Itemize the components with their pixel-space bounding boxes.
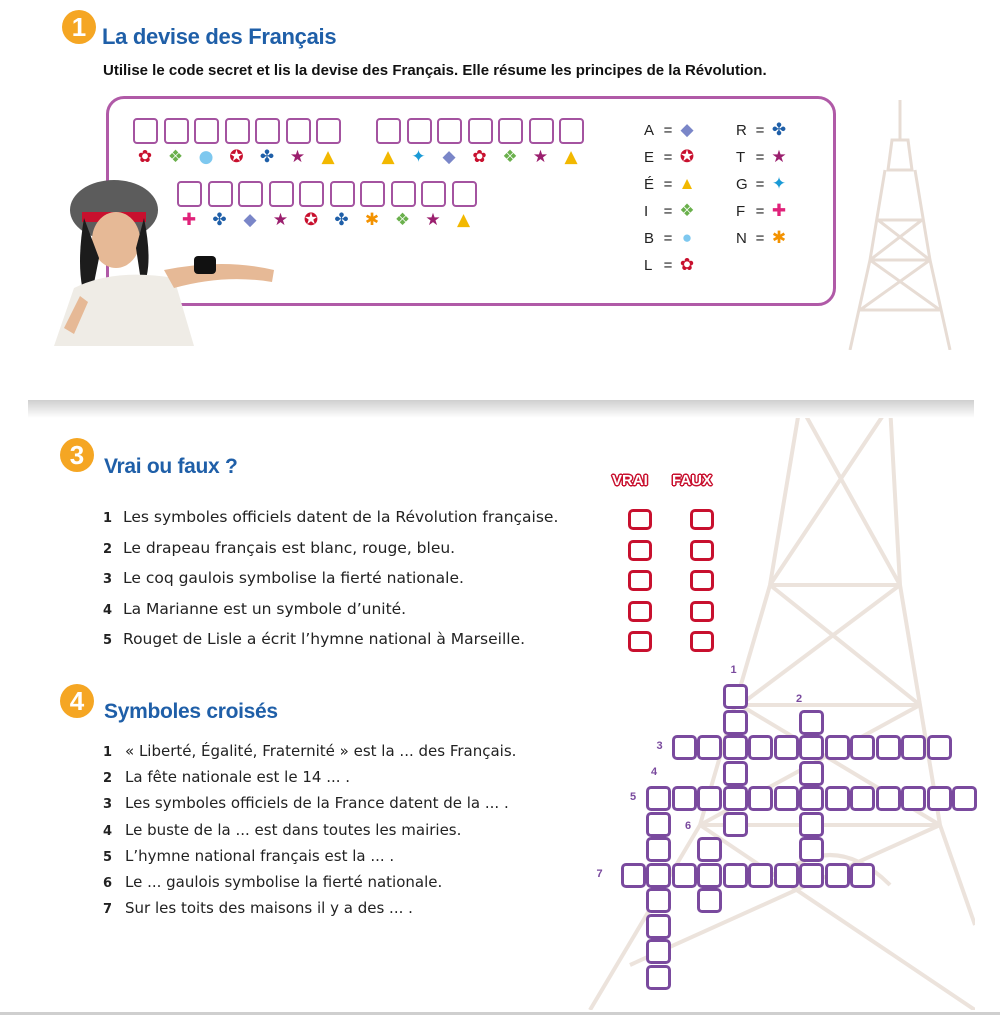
crossword-cell[interactable] xyxy=(774,786,799,811)
vrai-checkbox[interactable] xyxy=(628,631,652,652)
letter-box[interactable] xyxy=(255,118,280,144)
bottom-border xyxy=(0,1012,1000,1015)
key-row xyxy=(736,173,790,195)
crossword-cell[interactable] xyxy=(799,786,824,811)
section-title-vrai-faux: Vrai ou faux ? xyxy=(104,455,238,478)
clue-number: 6 xyxy=(103,876,113,891)
code-symbol: ✤ xyxy=(212,210,227,230)
crossword-clue xyxy=(103,794,509,812)
letter-box[interactable] xyxy=(225,118,250,144)
letter-box[interactable] xyxy=(498,118,523,144)
letter-box[interactable] xyxy=(559,118,584,144)
key-row xyxy=(644,146,698,168)
key-letter: G xyxy=(736,176,748,193)
statement xyxy=(103,539,455,557)
crossword-number: 6 xyxy=(685,819,692,832)
letter-box[interactable] xyxy=(194,118,219,144)
code-symbol: ✪ xyxy=(229,147,244,167)
clue-number: 7 xyxy=(103,902,113,918)
crossword-clue xyxy=(103,847,394,865)
crossword-cell[interactable] xyxy=(723,761,748,786)
crossword-number: 3 xyxy=(656,740,663,752)
crossword-cell[interactable] xyxy=(697,735,722,760)
section-number-badge-4: 4 xyxy=(60,684,94,718)
crossword-cell[interactable] xyxy=(901,735,926,760)
crossword-cell[interactable] xyxy=(799,812,824,837)
key-symbol: ✿ xyxy=(679,255,695,274)
code-symbol: ✱ xyxy=(364,210,380,230)
key-row xyxy=(644,119,698,141)
clue-number: 5 xyxy=(103,849,113,865)
crossword-cell[interactable] xyxy=(646,914,671,939)
code-symbol: ✚ xyxy=(181,210,197,230)
key-letter: R xyxy=(736,122,747,139)
statement-text: La Marianne est un symbole d’unité. xyxy=(123,599,407,618)
crossword-cell[interactable] xyxy=(799,710,824,735)
clue-number: 2 xyxy=(103,771,113,787)
crossword-clue xyxy=(103,899,413,917)
clue-text: Le buste de la ... est dans toutes les mairies. xyxy=(125,820,462,839)
crossword-cell[interactable] xyxy=(646,786,671,811)
key-symbol: ✪ xyxy=(679,147,695,166)
letter-box[interactable] xyxy=(437,118,462,144)
key-letter: B xyxy=(644,230,655,247)
clue-text: Le ... gaulois symbolise la fierté nationale. xyxy=(125,873,443,891)
eiffel-tower-sketch-top xyxy=(840,100,960,350)
crossword-cell[interactable] xyxy=(723,812,748,837)
crossword-cell[interactable] xyxy=(697,863,722,888)
crossword-cell[interactable] xyxy=(723,684,748,709)
crossword-cell[interactable] xyxy=(799,735,824,760)
key-letter: T xyxy=(736,149,746,166)
code-symbol: ★ xyxy=(272,210,289,230)
code-symbol: ★ xyxy=(425,210,441,230)
key-equals: = xyxy=(755,122,765,139)
faux-checkbox[interactable] xyxy=(690,509,714,530)
crossword-cell[interactable] xyxy=(621,863,646,888)
crossword-cell[interactable] xyxy=(825,863,850,888)
statement xyxy=(103,600,406,618)
faux-checkbox[interactable] xyxy=(690,631,714,652)
crossword-cell[interactable] xyxy=(748,863,773,888)
statement-number: 3 xyxy=(103,572,113,587)
crossword-cell[interactable] xyxy=(672,863,697,888)
code-symbol: ▲ xyxy=(456,210,471,230)
key-row xyxy=(736,146,790,168)
letter-box[interactable] xyxy=(529,118,554,144)
key-symbol: ❖ xyxy=(679,201,695,220)
letter-box[interactable] xyxy=(316,118,341,144)
vrai-checkbox[interactable] xyxy=(628,540,652,561)
key-symbol: ✚ xyxy=(771,201,787,220)
crossword-cell[interactable] xyxy=(646,812,671,837)
crossword-clue xyxy=(103,821,461,839)
code-symbol: ★ xyxy=(532,147,549,167)
code-symbol: ✿ xyxy=(472,147,487,167)
letter-box[interactable] xyxy=(299,181,324,207)
key-symbol: ● xyxy=(681,228,693,247)
section-divider xyxy=(28,400,974,418)
crossword-cell[interactable] xyxy=(723,786,748,811)
crossword-cell[interactable] xyxy=(672,735,697,760)
letter-box[interactable] xyxy=(286,118,311,144)
crossword-cell[interactable] xyxy=(646,837,671,862)
crossword-cell[interactable] xyxy=(825,786,850,811)
key-letter: É xyxy=(644,176,655,193)
clue-text: Sur les toits des maisons il y a des ... . xyxy=(125,899,413,918)
key-symbol: ✤ xyxy=(771,120,787,139)
letter-box[interactable] xyxy=(376,118,401,144)
letter-box[interactable] xyxy=(452,181,477,207)
crossword-cell[interactable] xyxy=(901,786,926,811)
faux-checkbox[interactable] xyxy=(690,601,714,622)
letter-box[interactable] xyxy=(421,181,446,207)
faux-checkbox[interactable] xyxy=(690,540,714,561)
letter-box[interactable] xyxy=(468,118,493,144)
statement-number: 2 xyxy=(103,541,113,557)
crossword-cell[interactable] xyxy=(799,761,824,786)
key-row xyxy=(644,173,698,195)
crossword-cell[interactable] xyxy=(876,786,901,811)
statement-number: 4 xyxy=(103,602,113,618)
letter-box[interactable] xyxy=(391,181,416,207)
crossword-cell[interactable] xyxy=(799,863,824,888)
faux-header: FAUX xyxy=(672,472,713,489)
key-symbol: ✦ xyxy=(771,174,787,193)
key-equals: = xyxy=(663,149,673,166)
crossword-cell[interactable] xyxy=(723,863,748,888)
code-symbol: ❖ xyxy=(167,147,184,167)
key-row xyxy=(736,200,790,222)
letter-box[interactable] xyxy=(164,118,189,144)
crossword-cell[interactable] xyxy=(927,735,952,760)
crossword-cell[interactable] xyxy=(850,863,875,888)
code-symbol: ● xyxy=(198,147,214,167)
statement-text: Le drapeau français est blanc, rouge, bleu. xyxy=(123,538,456,557)
vrai-checkbox[interactable] xyxy=(628,509,652,530)
code-symbol: ✦ xyxy=(411,147,426,167)
key-symbol: ★ xyxy=(771,147,787,166)
section-title-crossword: Symboles croisés xyxy=(104,700,278,723)
letter-box[interactable] xyxy=(330,181,355,207)
crossword-cell[interactable] xyxy=(850,786,875,811)
code-symbol: ◆ xyxy=(442,147,456,167)
code-symbol: ✿ xyxy=(137,147,153,167)
crossword-clue xyxy=(103,742,516,760)
eiffel-tower-sketch-bottom xyxy=(470,405,975,1010)
clue-number: 1 xyxy=(103,745,113,760)
clue-text: La fête nationale est le 14 ... . xyxy=(125,768,351,787)
vrai-checkbox[interactable] xyxy=(628,601,652,622)
section-number-badge: 1 xyxy=(62,10,96,44)
crossword-cell[interactable] xyxy=(748,786,773,811)
crossword-cell[interactable] xyxy=(697,888,722,913)
key-letter: F xyxy=(736,203,746,220)
key-symbol: ✱ xyxy=(771,228,787,247)
crossword-cell[interactable] xyxy=(646,939,671,964)
clue-text: « Liberté, Égalité, Fraternité » est la ... des Français. xyxy=(125,742,517,760)
crossword-cell[interactable] xyxy=(697,837,722,862)
code-symbol: ✤ xyxy=(259,147,275,167)
key-equals: = xyxy=(755,176,765,193)
clue-text: L’hymne national français est la ... . xyxy=(125,846,395,865)
faux-checkbox[interactable] xyxy=(690,570,714,591)
key-row xyxy=(644,200,698,222)
key-row xyxy=(736,119,790,141)
statement-text: Le coq gaulois symbolise la fierté nationale. xyxy=(123,569,464,587)
key-letter: I xyxy=(644,203,649,220)
code-symbol: ◆ xyxy=(243,210,257,230)
crossword-cell[interactable] xyxy=(774,735,799,760)
letter-box[interactable] xyxy=(407,118,432,144)
key-letter: N xyxy=(736,230,747,247)
key-equals: = xyxy=(663,203,673,220)
key-equals: = xyxy=(663,122,673,139)
person-photo xyxy=(44,178,284,346)
code-symbol: ✤ xyxy=(334,210,349,230)
crossword-cell[interactable] xyxy=(799,837,824,862)
clue-text: Les symboles officiels de la France datent de la ... . xyxy=(125,794,509,813)
code-symbol: ▲ xyxy=(564,147,578,167)
crossword-number: 4 xyxy=(651,765,658,778)
crossword-cell[interactable] xyxy=(697,786,722,811)
key-row xyxy=(644,254,698,276)
code-symbol: ▲ xyxy=(381,147,395,167)
key-row xyxy=(736,227,790,249)
crossword-cell[interactable] xyxy=(723,710,748,735)
crossword-cell[interactable] xyxy=(927,786,952,811)
crossword-cell[interactable] xyxy=(672,786,697,811)
key-symbol: ▲ xyxy=(678,174,696,193)
crossword-cell[interactable] xyxy=(876,735,901,760)
statement xyxy=(103,569,464,587)
statement xyxy=(103,508,558,526)
instruction-text: Utilise le code secret et lis la devise des Français. Elle résume les principes de la Révolution. xyxy=(103,62,767,79)
crossword-clue xyxy=(103,873,442,891)
letter-box[interactable] xyxy=(360,181,385,207)
statement-text: Rouget de Lisle a écrit l’hymne national à Marseille. xyxy=(123,630,526,648)
crossword-number: 7 xyxy=(596,867,603,880)
crossword-cell[interactable] xyxy=(850,735,875,760)
crossword-cell[interactable] xyxy=(646,965,671,990)
section-title: La devise des Français xyxy=(102,24,337,49)
key-equals: = xyxy=(663,230,673,247)
key-letter: A xyxy=(644,122,655,139)
code-symbol: ▲ xyxy=(321,147,335,167)
section-number-badge-3: 3 xyxy=(60,438,94,472)
key-equals: = xyxy=(663,176,673,193)
key-letter: E xyxy=(644,149,655,166)
crossword-number: 5 xyxy=(630,791,637,803)
key-letter: L xyxy=(644,257,653,274)
code-symbol: ❖ xyxy=(502,147,518,167)
crossword-cell[interactable] xyxy=(748,735,773,760)
key-equals: = xyxy=(755,203,765,220)
key-equals: = xyxy=(755,149,765,166)
key-equals: = xyxy=(755,230,765,247)
crossword-number: 2 xyxy=(796,692,803,705)
clue-number: 4 xyxy=(103,823,113,839)
crossword-cell[interactable] xyxy=(646,888,671,913)
crossword-cell[interactable] xyxy=(723,735,748,760)
key-row xyxy=(644,227,698,249)
vrai-header: VRAI xyxy=(612,472,648,489)
crossword-cell[interactable] xyxy=(646,863,671,888)
statement-number: 5 xyxy=(103,633,113,648)
statement-number: 1 xyxy=(103,511,113,526)
statement xyxy=(103,630,525,648)
key-symbol: ◆ xyxy=(680,120,694,139)
crossword-cell[interactable] xyxy=(774,863,799,888)
code-symbol: ❖ xyxy=(394,210,411,230)
crossword-cell[interactable] xyxy=(952,786,977,811)
letter-box[interactable] xyxy=(133,118,158,144)
code-symbol: ★ xyxy=(289,147,306,167)
key-equals: = xyxy=(663,257,673,274)
code-symbol: ✪ xyxy=(303,210,319,230)
vrai-checkbox[interactable] xyxy=(628,570,652,591)
crossword-number: 1 xyxy=(730,664,737,676)
clue-number: 3 xyxy=(103,797,113,813)
statement-text: Les symboles officiels datent de la Révolution française. xyxy=(123,508,559,526)
crossword-clue xyxy=(103,768,350,786)
crossword-cell[interactable] xyxy=(825,735,850,760)
